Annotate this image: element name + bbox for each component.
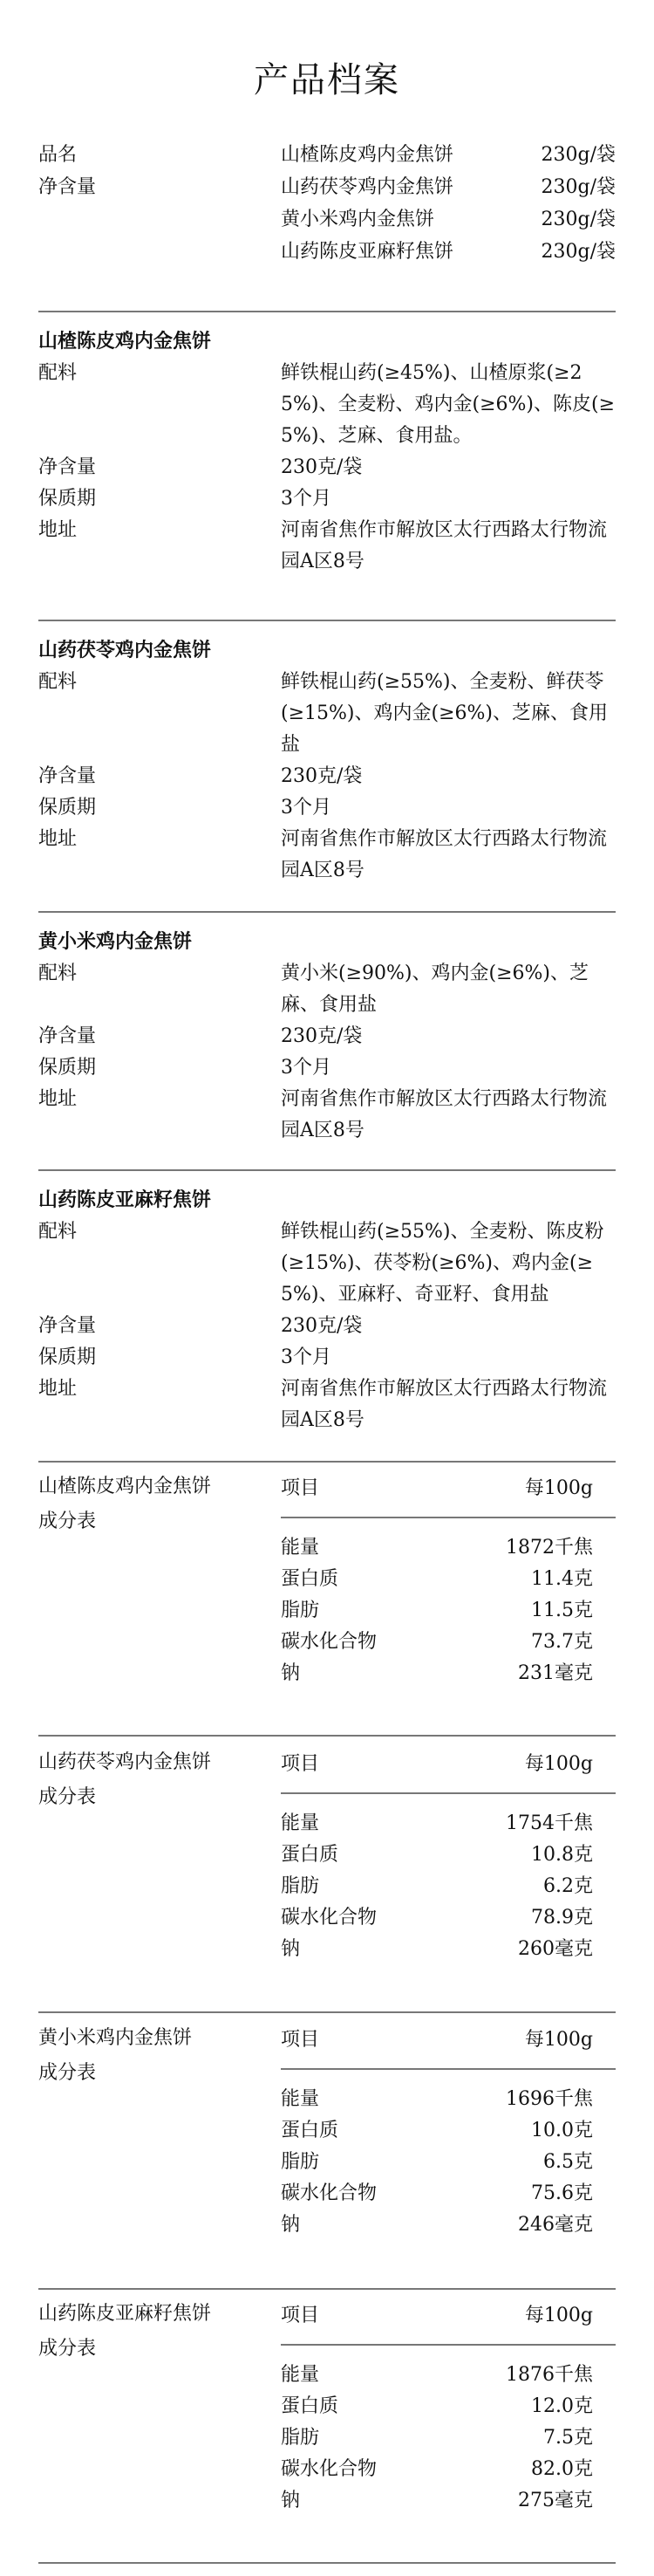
summary-row bbox=[38, 236, 616, 269]
nutrition-table bbox=[38, 1470, 616, 1723]
divider bbox=[38, 1735, 616, 1737]
nutrient-value: 6.5克 bbox=[543, 2151, 593, 2173]
product-section bbox=[38, 925, 616, 1147]
ingredients-value: 鲜铁棍山药(≥55%)、全麦粉、鲜茯苓(≥15%)、鸡内金(≥6%)、芝麻、食用盐 bbox=[281, 671, 608, 756]
nutrient-value: 1872千焦 bbox=[506, 1537, 593, 1559]
shelf-life-label: 保质期 bbox=[38, 1057, 97, 1079]
divider bbox=[38, 620, 616, 621]
summary-product-weight: 230g/袋 bbox=[541, 144, 616, 166]
nutrition-row bbox=[281, 2115, 616, 2147]
nutrient-value: 12.0克 bbox=[531, 2395, 593, 2417]
summary-product-weight: 230g/袋 bbox=[541, 241, 616, 263]
summary-label-name: 品名 bbox=[38, 144, 78, 166]
page-title: 产品档案 bbox=[254, 60, 400, 100]
divider bbox=[38, 311, 616, 312]
summary-product-weight: 230g/袋 bbox=[541, 209, 616, 230]
nutrition-caption-product: 山药陈皮亚麻籽焦饼 bbox=[38, 2303, 212, 2325]
nutrient-name: 碳水化合物 bbox=[281, 2458, 378, 2480]
nutrient-value: 231毫克 bbox=[518, 1662, 593, 1684]
ingredients-row bbox=[38, 958, 616, 1021]
nutrition-caption bbox=[38, 2021, 265, 2091]
nutrient-name: 碳水化合物 bbox=[281, 1631, 378, 1653]
product-section bbox=[38, 634, 616, 887]
address-value: 河南省焦作市解放区太行西路太行物流园A区8号 bbox=[281, 1088, 608, 1141]
net-weight-row bbox=[38, 452, 616, 483]
divider bbox=[38, 911, 616, 913]
product-heading: 山药茯苓鸡内金焦饼 bbox=[38, 639, 212, 661]
nutrition-header bbox=[281, 1745, 616, 1794]
summary-product-name: 山药陈皮亚麻籽焦饼 bbox=[281, 241, 454, 263]
shelf-life-row bbox=[38, 483, 616, 515]
nutrient-name: 钠 bbox=[281, 1938, 301, 1960]
nutrient-name: 脂肪 bbox=[281, 2151, 320, 2173]
summary-row bbox=[38, 140, 616, 172]
nutrient-value: 11.4克 bbox=[531, 1568, 593, 1590]
net-weight-value: 230克/袋 bbox=[281, 765, 363, 787]
ingredients-value: 鲜铁棍山药(≥45%)、山楂原浆(≥25%)、全麦粉、鸡内金(≥6%)、陈皮(≥5%)、芝麻、食用盐。 bbox=[281, 362, 616, 447]
shelf-life-value: 3个月 bbox=[281, 488, 331, 510]
ingredients-row bbox=[38, 667, 616, 761]
nutrition-caption-suffix: 成分表 bbox=[38, 1511, 97, 1532]
product-summary bbox=[38, 140, 616, 269]
nutrition-row bbox=[281, 1595, 616, 1627]
shelf-life-label: 保质期 bbox=[38, 1346, 97, 1368]
summary-product-name: 山药茯苓鸡内金焦饼 bbox=[281, 176, 454, 198]
column-header-item: 项目 bbox=[281, 1753, 320, 1775]
nutrition-row bbox=[281, 2360, 616, 2391]
net-weight-label: 净含量 bbox=[38, 456, 97, 478]
nutrient-value: 73.7克 bbox=[531, 1631, 593, 1653]
address-value: 河南省焦作市解放区太行西路太行物流园A区8号 bbox=[281, 1378, 608, 1431]
ingredients-label: 配料 bbox=[38, 1221, 78, 1243]
nutrient-name: 蛋白质 bbox=[281, 2395, 339, 2417]
nutrition-body bbox=[281, 2360, 616, 2517]
nutrient-value: 78.9克 bbox=[531, 1907, 593, 1929]
ingredients-value: 鲜铁棍山药(≥55%)、全麦粉、陈皮粉(≥15%)、茯苓粉(≥6%)、鸡内金(≥5%)、亚麻籽、奇亚籽、食用盐 bbox=[281, 1221, 604, 1305]
nutrient-value: 11.5克 bbox=[531, 1600, 593, 1621]
nutrient-name: 能量 bbox=[281, 2088, 320, 2110]
nutrient-value: 246毫克 bbox=[518, 2214, 593, 2236]
product-heading: 山药陈皮亚麻籽焦饼 bbox=[38, 1189, 212, 1211]
column-header-per-100g: 每100g bbox=[524, 2029, 593, 2051]
ingredients-label: 配料 bbox=[38, 963, 78, 984]
net-weight-value: 230克/袋 bbox=[281, 1315, 363, 1337]
nutrition-row bbox=[281, 2454, 616, 2485]
nutrition-row bbox=[281, 1658, 616, 1689]
address-row bbox=[38, 824, 616, 887]
divider bbox=[38, 2288, 616, 2290]
ingredients-label: 配料 bbox=[38, 362, 78, 384]
product-section bbox=[38, 325, 616, 578]
nutrition-row bbox=[281, 2084, 616, 2115]
net-weight-label: 净含量 bbox=[38, 1025, 97, 1047]
nutrient-value: 10.0克 bbox=[531, 2120, 593, 2141]
nutrition-body bbox=[281, 2084, 616, 2241]
shelf-life-row bbox=[38, 1052, 616, 1084]
summary-product-name: 山楂陈皮鸡内金焦饼 bbox=[281, 144, 454, 166]
nutrition-row bbox=[281, 1532, 616, 1564]
divider bbox=[38, 2562, 616, 2564]
nutrition-body bbox=[281, 1532, 616, 1689]
nutrition-table bbox=[38, 2021, 616, 2274]
nutrient-value: 275毫克 bbox=[518, 2490, 593, 2511]
nutrition-row bbox=[281, 1840, 616, 1871]
nutrition-caption bbox=[38, 1745, 265, 1815]
divider bbox=[38, 1461, 616, 1463]
ingredients-row bbox=[38, 1216, 616, 1311]
column-header-per-100g: 每100g bbox=[524, 2305, 593, 2326]
column-header-item: 项目 bbox=[281, 2305, 320, 2326]
address-row bbox=[38, 1374, 616, 1436]
address-label: 地址 bbox=[38, 1378, 78, 1400]
nutrition-caption-suffix: 成分表 bbox=[38, 2062, 97, 2084]
address-value: 河南省焦作市解放区太行西路太行物流园A区8号 bbox=[281, 519, 608, 572]
net-weight-row bbox=[38, 1311, 616, 1342]
nutrient-name: 碳水化合物 bbox=[281, 2182, 378, 2204]
nutrient-value: 6.2克 bbox=[543, 1875, 593, 1897]
net-weight-value: 230克/袋 bbox=[281, 456, 363, 478]
nutrition-row bbox=[281, 1934, 616, 1965]
nutrition-row bbox=[281, 1871, 616, 1902]
nutrition-header bbox=[281, 2021, 616, 2070]
nutrition-caption bbox=[38, 1470, 265, 1539]
ingredients-row bbox=[38, 358, 616, 452]
nutrient-name: 蛋白质 bbox=[281, 1844, 339, 1866]
nutrition-row bbox=[281, 2209, 616, 2241]
nutrient-value: 1696千焦 bbox=[506, 2088, 593, 2110]
summary-product-name: 黄小米鸡内金焦饼 bbox=[281, 209, 435, 230]
nutrition-row bbox=[281, 2422, 616, 2454]
shelf-life-label: 保质期 bbox=[38, 797, 97, 819]
nutrient-name: 脂肪 bbox=[281, 1600, 320, 1621]
net-weight-value: 230克/袋 bbox=[281, 1025, 363, 1047]
nutrition-caption-product: 山楂陈皮鸡内金焦饼 bbox=[38, 1476, 212, 1497]
nutrition-header bbox=[281, 2297, 616, 2346]
address-label: 地址 bbox=[38, 828, 78, 850]
nutrient-name: 蛋白质 bbox=[281, 1568, 339, 1590]
ingredients-label: 配料 bbox=[38, 671, 78, 693]
address-row bbox=[38, 1084, 616, 1147]
nutrition-caption-suffix: 成分表 bbox=[38, 1786, 97, 1808]
nutrient-value: 1876千焦 bbox=[506, 2364, 593, 2386]
nutrition-row bbox=[281, 1808, 616, 1840]
nutrient-name: 脂肪 bbox=[281, 1875, 320, 1897]
nutrition-row bbox=[281, 2391, 616, 2422]
net-weight-row bbox=[38, 761, 616, 792]
shelf-life-label: 保质期 bbox=[38, 488, 97, 510]
nutrient-name: 能量 bbox=[281, 2364, 320, 2386]
nutrition-row bbox=[281, 2147, 616, 2178]
summary-row bbox=[38, 204, 616, 236]
shelf-life-row bbox=[38, 792, 616, 824]
nutrient-name: 能量 bbox=[281, 1812, 320, 1834]
nutrient-value: 82.0克 bbox=[531, 2458, 593, 2480]
product-heading: 山楂陈皮鸡内金焦饼 bbox=[38, 330, 212, 353]
net-weight-row bbox=[38, 1021, 616, 1052]
address-label: 地址 bbox=[38, 519, 78, 541]
nutrient-value: 260毫克 bbox=[518, 1938, 593, 1960]
column-header-item: 项目 bbox=[281, 1477, 320, 1499]
nutrient-value: 1754千焦 bbox=[506, 1812, 593, 1834]
nutrient-name: 脂肪 bbox=[281, 2427, 320, 2449]
shelf-life-row bbox=[38, 1342, 616, 1374]
address-label: 地址 bbox=[38, 1088, 78, 1110]
address-row bbox=[38, 515, 616, 578]
column-header-item: 项目 bbox=[281, 2029, 320, 2051]
nutrient-name: 钠 bbox=[281, 1662, 301, 1684]
nutrient-name: 碳水化合物 bbox=[281, 1907, 378, 1929]
nutrient-value: 75.6克 bbox=[531, 2182, 593, 2204]
nutrient-name: 蛋白质 bbox=[281, 2120, 339, 2141]
nutrition-header bbox=[281, 1470, 616, 1518]
divider bbox=[38, 1169, 616, 1171]
nutrient-value: 10.8克 bbox=[531, 1844, 593, 1866]
shelf-life-value: 3个月 bbox=[281, 1346, 331, 1368]
nutrient-value: 7.5克 bbox=[543, 2427, 593, 2449]
nutrition-row bbox=[281, 2178, 616, 2209]
shelf-life-value: 3个月 bbox=[281, 1057, 331, 1079]
nutrition-caption bbox=[38, 2297, 265, 2367]
summary-row bbox=[38, 172, 616, 204]
ingredients-value: 黄小米(≥90%)、鸡内金(≥6%)、芝麻、食用盐 bbox=[281, 963, 589, 1016]
net-weight-label: 净含量 bbox=[38, 1315, 97, 1337]
product-heading: 黄小米鸡内金焦饼 bbox=[38, 930, 193, 953]
net-weight-label: 净含量 bbox=[38, 765, 97, 787]
nutrient-name: 钠 bbox=[281, 2490, 301, 2511]
nutrition-caption-product: 山药茯苓鸡内金焦饼 bbox=[38, 1751, 212, 1773]
nutrition-row bbox=[281, 1902, 616, 1934]
nutrition-row bbox=[281, 2485, 616, 2517]
nutrition-table bbox=[38, 2297, 616, 2550]
nutrient-name: 能量 bbox=[281, 1537, 320, 1559]
product-section bbox=[38, 1183, 616, 1436]
nutrition-body bbox=[281, 1808, 616, 1965]
nutrition-caption-suffix: 成分表 bbox=[38, 2338, 97, 2360]
column-header-per-100g: 每100g bbox=[524, 1753, 593, 1775]
nutrition-row bbox=[281, 1627, 616, 1658]
column-header-per-100g: 每100g bbox=[524, 1477, 593, 1499]
nutrition-row bbox=[281, 1564, 616, 1595]
nutrition-table bbox=[38, 1745, 616, 1998]
summary-label-weight: 净含量 bbox=[38, 176, 97, 198]
divider bbox=[38, 2011, 616, 2013]
summary-product-weight: 230g/袋 bbox=[541, 176, 616, 198]
nutrition-caption-product: 黄小米鸡内金焦饼 bbox=[38, 2027, 193, 2049]
shelf-life-value: 3个月 bbox=[281, 797, 331, 819]
nutrient-name: 钠 bbox=[281, 2214, 301, 2236]
address-value: 河南省焦作市解放区太行西路太行物流园A区8号 bbox=[281, 828, 608, 881]
